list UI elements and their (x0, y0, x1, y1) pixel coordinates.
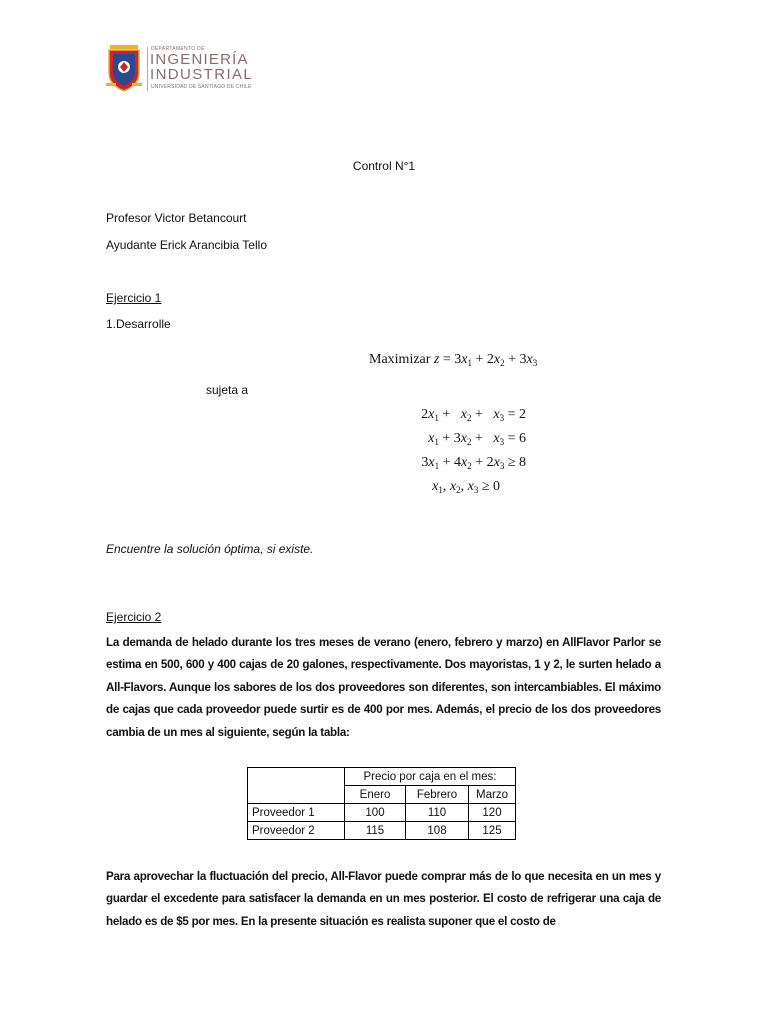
table-header-row (248, 768, 516, 786)
table-row (248, 822, 516, 840)
row-label-proveedor-2: Proveedor 2 (248, 822, 345, 840)
table-corner-cell (248, 768, 345, 804)
column-header-marzo: Marzo (469, 786, 516, 804)
objective-function: Maximizar $z = 3x_1 + 2x_2 + 3x_3$ (369, 352, 538, 368)
constraint-2: $x_1 + 3x_2 + x_3 = 6$ (428, 431, 526, 447)
table-cell: 108 (406, 822, 469, 840)
assistant-line: Ayudante Erick Arancibia Tello (106, 238, 267, 252)
university-crest-icon (106, 45, 142, 93)
exercise-1-heading: Ejercicio 1 (106, 291, 162, 305)
subject-to-label: sujeta a (206, 383, 249, 397)
table-group-header: Precio por caja en el mes: (345, 768, 516, 786)
table-cell: 100 (345, 804, 406, 822)
table-cell: 125 (469, 822, 516, 840)
logo-divider (147, 47, 148, 91)
document-title: Control N°1 (352, 159, 416, 173)
logo-line-industrial: INDUSTRIAL (150, 66, 254, 83)
column-header-enero: Enero (345, 786, 406, 804)
constraint-3: $3x_1 + 4x_2 + 2x_3 \ge 8$ (421, 455, 526, 471)
constraint-1: $2x_1 + x_2 + x_3 = 2$ (421, 407, 526, 423)
professor-line: Profesor Victor Betancourt (106, 211, 247, 225)
table-cell: 115 (345, 822, 406, 840)
logo-university-label: UNIVERSIDAD DE SANTIAGO DE CHILE (151, 84, 252, 90)
exercise-2-paragraph-1: La demanda de helado durante los tres meses de verano (enero, febrero y marzo) en AllFlavor Parlor se estima en 500, 600 y 400 cajas de 20 galones, respectivamente. Dos mayoristas, 1 y 2, le surten helado a All-Flavors. Aunque los sabores de los dos proveedores son diferentes, son intercambiables. El máximo de cajas que cada proveedor puede surtir es de 400 por mes. Además, el precio de los dos proveedores cambia de un mes al siguiente, según la tabla: (106, 636, 661, 739)
nonnegativity-constraint: $x_1$, $x_2$, $x_3 \ge 0$ (432, 479, 500, 495)
table-row (248, 804, 516, 822)
exercise-1-prompt: Encuentre la solución óptima, si existe. (106, 542, 314, 556)
logo-line-ingenieria: INGENIERÍA (150, 51, 249, 68)
table-cell: 120 (469, 804, 516, 822)
row-label-proveedor-1: Proveedor 1 (248, 804, 345, 822)
column-header-febrero: Febrero (406, 786, 469, 804)
department-logo (106, 45, 266, 95)
exercise-2-heading: Ejercicio 2 (106, 610, 162, 624)
exercise-2-paragraph-2: Para aprovechar la fluctuación del precio, All-Flavor puede comprar más de lo que necesita en un mes y guardar el excedente para satisfacer la demanda en un mes posterior. El costo de refrigerar una caja de helado es de $5 por mes. En la presente situación es realista suponer que el costo de (106, 870, 661, 928)
price-table (247, 767, 516, 840)
exercise-1-item: 1.Desarrolle (106, 317, 171, 331)
table-cell: 110 (406, 804, 469, 822)
logo-dept-label: DEPARTAMENTO DE (151, 46, 205, 52)
constraint-block (396, 406, 526, 502)
